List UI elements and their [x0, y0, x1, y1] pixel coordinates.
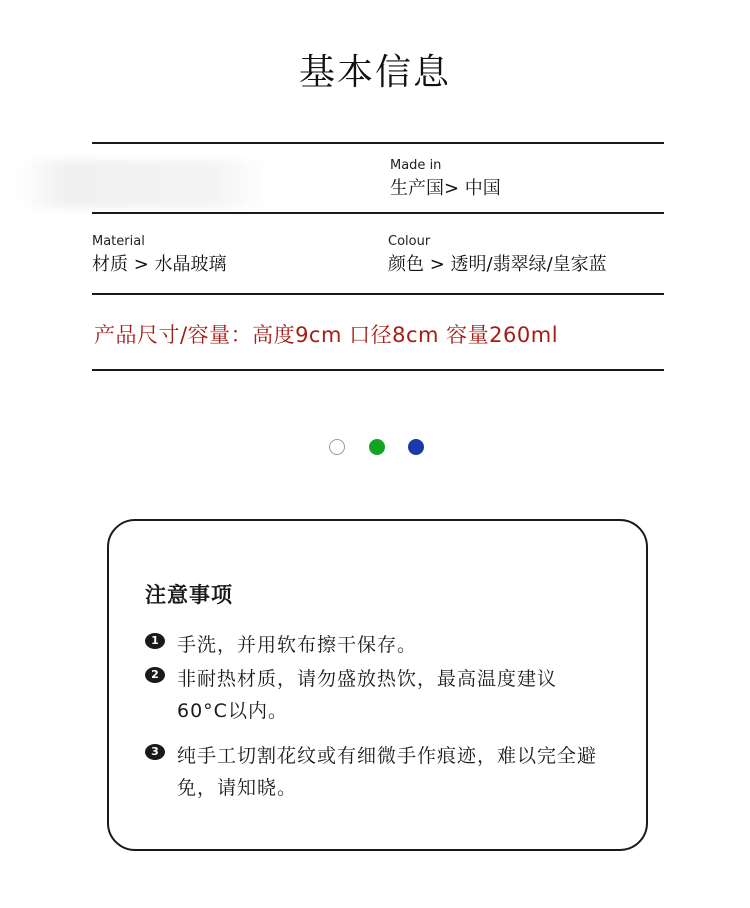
table-top-rule [92, 142, 664, 144]
notice-item-text: 纯手工切割花纹或有细微手作痕迹，难以完全避免，请知晓。 [177, 745, 598, 799]
colour-value: 颜色 > 透明/翡翠绿/皇家蓝 [388, 254, 607, 275]
notice-item-text: 非耐热材质，请勿盛放热饮，最高温度建议60°C以内。 [177, 668, 558, 722]
table-bottom-rule [92, 369, 664, 371]
notice-item [145, 740, 615, 804]
color-swatch-blue[interactable] [408, 439, 424, 455]
made-in-cell [390, 158, 501, 201]
color-swatch-green[interactable] [369, 439, 385, 455]
material-cell [92, 234, 227, 277]
made-in-value: 生产国> 中国 [390, 178, 501, 199]
material-label: Material [92, 234, 145, 249]
number-badge-icon: 3 [145, 744, 165, 760]
color-swatch-clear[interactable] [329, 439, 345, 455]
material-value: 材质 > 水晶玻璃 [92, 254, 227, 275]
table-rule [92, 212, 664, 214]
notice-box [107, 519, 648, 851]
number-badge-icon: 2 [145, 667, 165, 683]
notice-item [145, 663, 615, 727]
table-rule [92, 293, 664, 295]
notice-item [145, 629, 615, 661]
product-size-line: 产品尺寸/容量：高度9cm 口径8cm 容量260ml [94, 323, 559, 347]
page-title: 基本信息 [298, 52, 451, 93]
number-badge-icon: 1 [145, 633, 165, 649]
made-in-label: Made in [390, 158, 442, 173]
notice-item-text: 手洗，并用软布擦干保存。 [177, 634, 418, 656]
colour-cell [388, 234, 607, 277]
notice-title: 注意事项 [145, 583, 233, 607]
colour-label: Colour [388, 234, 431, 249]
blurred-region [18, 160, 268, 208]
